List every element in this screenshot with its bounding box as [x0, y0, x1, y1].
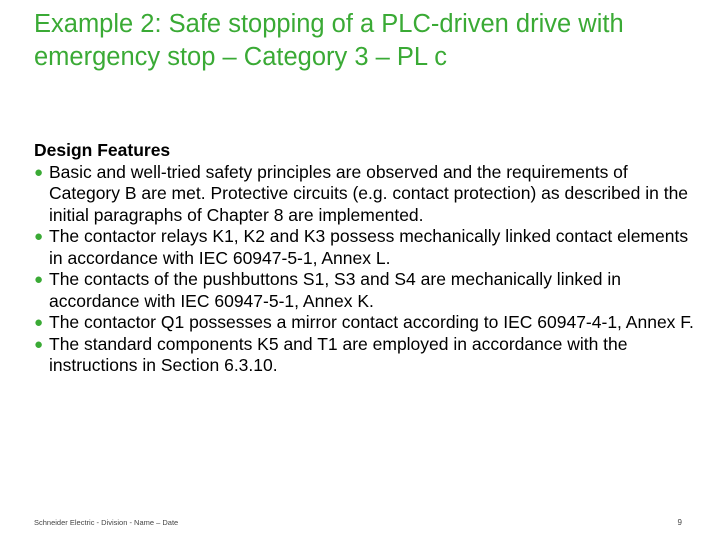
footer-text: Schneider Electric - Division - Name – Date: [34, 518, 179, 527]
bullet-item: [34, 312, 694, 334]
slide-title: Example 2: Safe stopping of a PLC-driven drive with emergency stop – Category 3 – PL c: [34, 10, 624, 71]
bullet-item: [34, 162, 694, 227]
bullet-text: Basic and well-tried safety principles are observed and the requirements of Category B are met. Protective circuits (e.g. contact protection) as described in the initial paragraphs of Chapter 8 are implemented.: [49, 161, 689, 225]
bullet-icon: ●: [34, 335, 44, 353]
bullet-item: [34, 269, 694, 312]
bullet-icon: ●: [34, 271, 44, 288]
bullet-item: [34, 226, 694, 269]
bullet-text: The contactor relays K1, K2 and K3 possess mechanically linked contact elements in accordance with IEC 60947-5-1, Annex L.: [49, 226, 689, 268]
bullet-item: [34, 334, 694, 377]
bullet-icon: ●: [34, 228, 44, 245]
page-number: 9: [677, 518, 682, 527]
bullet-text: The standard components K5 and T1 are employed in accordance with the instructions in Section 6.3.10.: [49, 333, 628, 375]
bullet-text: The contacts of the pushbuttons S1, S3 and S4 are mechanically linked in accordance with IEC 60947-5-1, Annex K.: [49, 269, 622, 311]
bullet-icon: ●: [34, 314, 44, 331]
section-heading: Design Features: [34, 140, 171, 160]
bullet-icon: ●: [34, 163, 44, 181]
bullet-list: [34, 162, 694, 377]
bullet-text: The contactor Q1 possesses a mirror contact according to IEC 60947-4-1, Annex F.: [49, 312, 694, 332]
content-area: [34, 140, 694, 377]
